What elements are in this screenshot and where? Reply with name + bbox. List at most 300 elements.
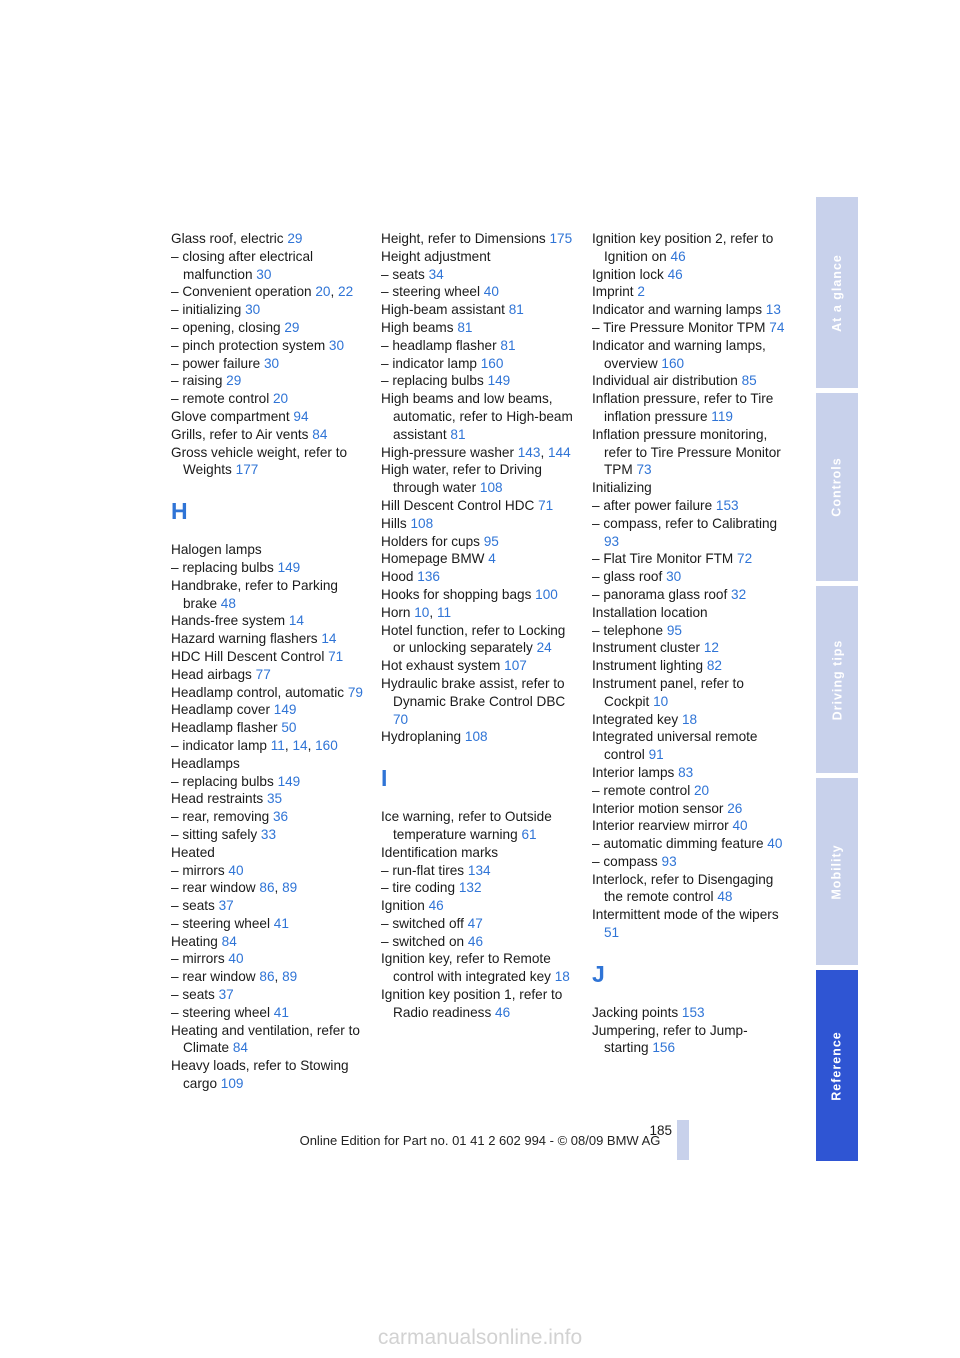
index-entry-text: Hooks for shopping bags: [381, 586, 536, 602]
page-reference-link[interactable]: 149: [487, 373, 511, 389]
page-reference-link[interactable]: 40: [732, 818, 748, 834]
index-entry-text: Homepage BMW: [381, 551, 489, 567]
index-entry-text: Headlamp cover: [171, 702, 274, 718]
index-column-2: [381, 230, 581, 1022]
page-reference-link[interactable]: 18: [681, 711, 698, 727]
index-entry-text: HDC Hill Descent Control: [171, 648, 329, 664]
index-entry-text: Headlamp control, automatic: [171, 684, 348, 700]
page-reference-link[interactable]: 30: [245, 302, 261, 318]
index-entry: [171, 1022, 371, 1058]
index-entry: [381, 319, 581, 337]
page-reference-link[interactable]: 37: [218, 898, 234, 914]
index-entry-text: – telephone: [592, 622, 667, 638]
index-entry-text: – glass roof: [592, 569, 667, 585]
page-reference-link[interactable]: 95: [666, 622, 682, 638]
index-entry: [592, 853, 792, 871]
index-entry: [171, 577, 371, 613]
index-entry-text: – raising: [171, 373, 227, 389]
page-reference-link[interactable]: 86: [259, 880, 275, 896]
index-entry: [592, 1004, 792, 1022]
index-entry: [171, 1057, 371, 1093]
index-entry-text: Interior lamps: [592, 764, 679, 780]
page-reference-link[interactable]: 30: [666, 569, 682, 585]
page-reference-link[interactable]: 50: [281, 720, 297, 736]
page-reference-link[interactable]: 89: [282, 969, 298, 985]
index-column-3: [592, 230, 792, 1057]
page-reference-link[interactable]: 71: [538, 497, 554, 513]
page-reference-link[interactable]: 48: [717, 889, 733, 905]
index-entry: [381, 897, 581, 915]
index-entry-text: Indicator and warning lamps, overview: [592, 337, 766, 371]
page-reference-link[interactable]: 175: [549, 231, 573, 246]
index-entry: [381, 657, 581, 675]
index-entry-text: – indicator lamp: [171, 737, 271, 753]
page-reference-link[interactable]: 160: [480, 355, 504, 371]
index-entry: [381, 337, 581, 355]
page-reference-link[interactable]: 18: [554, 969, 570, 985]
index-entry: [592, 497, 792, 515]
page-reference-link[interactable]: 11: [270, 737, 285, 753]
index-entry: [592, 550, 792, 568]
page-reference-link[interactable]: 36: [273, 809, 289, 825]
page-reference-link[interactable]: 29: [284, 319, 300, 335]
page-reference-link[interactable]: 40: [228, 862, 244, 878]
index-entry: [381, 461, 581, 497]
page-reference-link[interactable]: 136: [417, 569, 440, 585]
index-entry: [592, 782, 792, 800]
index-entry: [381, 497, 581, 515]
index-entry-text: Ice warning, refer to Outside temperature warning: [381, 809, 552, 842]
page-reference-link[interactable]: 41: [273, 1004, 289, 1020]
index-entry: [171, 808, 371, 826]
index-entry: [592, 479, 792, 497]
page-reference-link[interactable]: 34: [428, 266, 444, 282]
index-entry: [592, 675, 792, 711]
index-entry-text: Ignition key position 2, refer to Ignition on: [592, 231, 774, 264]
page-reference-link[interactable]: 77: [255, 666, 271, 682]
index-entry-text: Identification marks: [381, 844, 499, 860]
page-reference-link[interactable]: 10: [653, 693, 669, 709]
page-reference-link[interactable]: 160: [661, 355, 685, 371]
page-reference-link[interactable]: 177: [235, 462, 259, 478]
index-entry: [171, 372, 371, 390]
index-entry: – rear window 86, 89: [171, 969, 298, 985]
index-entry: [381, 915, 581, 933]
page-reference-link[interactable]: 12: [703, 640, 719, 656]
index-entry-text: – steering wheel: [381, 284, 484, 300]
index-entry: [171, 933, 371, 951]
index-entry: [171, 301, 371, 319]
index-entry: [171, 773, 371, 791]
index-letter-heading: J: [592, 960, 605, 987]
index-entry: [171, 719, 371, 737]
page-reference-link[interactable]: 48: [220, 595, 236, 611]
index-entry-text: Gross vehicle weight, refer to Weights: [171, 444, 348, 478]
index-entry-text: Heated: [171, 844, 215, 860]
index-entry-text: Ignition: [381, 898, 429, 914]
index-entry: [171, 541, 371, 559]
page-reference-link[interactable]: 2: [637, 284, 645, 300]
index-entry: [381, 879, 581, 897]
page-reference-link[interactable]: 40: [483, 284, 499, 300]
page-reference-link[interactable]: 84: [221, 933, 237, 949]
page-reference-link[interactable]: 10: [414, 604, 430, 620]
index-entry: [171, 701, 371, 719]
index-entry-text: – seats: [381, 266, 429, 282]
index-entry: [171, 648, 371, 666]
index-entry-text: – sitting safely: [171, 826, 261, 842]
index-entry: [381, 844, 581, 862]
page-reference-link[interactable]: 51: [604, 925, 620, 941]
index-entry-text: – compass: [592, 853, 662, 869]
index-entry: [171, 390, 371, 408]
index-entry-text: Intermittent mode of the wipers: [592, 907, 779, 923]
index-entry-text: Hills: [381, 515, 411, 531]
page-reference-link[interactable]: 29: [226, 373, 242, 389]
page-reference-link[interactable]: 153: [681, 1004, 705, 1020]
page-reference-link[interactable]: 61: [521, 826, 537, 842]
page-reference-link[interactable]: 41: [273, 915, 289, 931]
page-reference-link[interactable]: 108: [464, 729, 488, 745]
page-reference-link[interactable]: 29: [287, 231, 303, 246]
page-reference-link[interactable]: 134: [467, 862, 491, 878]
index-entry: [592, 817, 792, 835]
index-entry: [381, 355, 581, 373]
page-reference-link[interactable]: 46: [428, 898, 444, 914]
index-entry-text: Halogen lamps: [171, 542, 262, 558]
page-reference-link[interactable]: 46: [467, 933, 484, 949]
page-reference-link[interactable]: 81: [508, 302, 524, 318]
index-entry-text: – rear window: [171, 969, 260, 985]
index-entry: [171, 248, 371, 284]
page-reference-link[interactable]: 81: [457, 319, 473, 335]
index-letter-heading: I: [381, 765, 388, 792]
page-reference-link[interactable]: 24: [536, 640, 552, 656]
page-reference-link[interactable]: 32: [731, 586, 747, 602]
index-entry-text: Glass roof, electric: [171, 231, 288, 246]
page-reference-link[interactable]: 73: [636, 462, 652, 478]
page-reference-link[interactable]: 93: [661, 853, 677, 869]
index-entry-text: – mirrors: [171, 951, 229, 967]
index-entry: [592, 1022, 792, 1058]
index-entry-text: Grills, refer to Air vents: [171, 426, 313, 442]
page-reference-link[interactable]: 46: [495, 1004, 511, 1020]
index-entry: [592, 266, 792, 284]
index-entry-text: Hot exhaust system: [381, 658, 505, 674]
page-reference-link[interactable]: 149: [277, 559, 301, 575]
index-entry-text: Installation location: [592, 604, 708, 620]
page-reference-link[interactable]: 89: [282, 880, 298, 896]
index-entry-text: – remote control: [171, 391, 273, 407]
page-reference-link[interactable]: 143: [517, 444, 541, 460]
index-entry-text: Inflation pressure, refer to Tire inflation pressure: [592, 391, 774, 424]
index-entry-text: Interior rearview mirror: [592, 818, 733, 834]
index-entry-text: – after power failure: [592, 497, 716, 513]
index-entry: [381, 283, 581, 301]
index-entry-text: Ignition key position 1, refer to Radio readiness: [381, 987, 563, 1020]
index-entry-text: – switched on: [381, 933, 468, 949]
index-entry-text: – compass, refer to Calibrating: [592, 515, 778, 531]
page-reference-link[interactable]: 84: [232, 1040, 248, 1056]
index-entry: [171, 444, 371, 480]
index-entry: [171, 755, 371, 773]
index-entry: [171, 986, 371, 1004]
page-number: 185: [649, 1123, 672, 1138]
index-entry: [592, 657, 792, 675]
index-column-1: [171, 230, 371, 1093]
index-entry-text: Integrated key: [592, 711, 682, 727]
index-entry: [171, 630, 371, 648]
page-reference-link[interactable]: 100: [535, 586, 558, 602]
index-entry: [171, 559, 371, 577]
index-entry-text: – run-flat tires: [381, 862, 468, 878]
index-entry: [592, 568, 792, 586]
index-entry: [592, 728, 792, 764]
index-entry-text: – indicator lamp: [381, 355, 481, 371]
page-reference-link[interactable]: 119: [711, 408, 733, 424]
page-reference-link[interactable]: 84: [312, 426, 328, 442]
index-entry-text: – Tire Pressure Monitor TPM: [592, 319, 770, 335]
index-entry: [171, 915, 371, 933]
index-entry: [592, 604, 792, 622]
page-reference-link[interactable]: 30: [328, 337, 345, 353]
index-entry-text: Interior motion sensor: [592, 800, 728, 816]
page-reference-link[interactable]: 47: [467, 915, 483, 931]
index-entry: [381, 390, 581, 443]
index-entry-text: Ignition lock: [592, 266, 668, 282]
page-reference-link[interactable]: 86: [259, 969, 275, 985]
index-entry-text: – replacing bulbs: [381, 373, 488, 389]
page-reference-link[interactable]: 85: [741, 373, 757, 389]
index-entry-text: Imprint: [592, 284, 638, 300]
index-entry-text: Individual air distribution: [592, 373, 742, 389]
index-entry: [381, 986, 581, 1022]
index-entry: [592, 871, 792, 907]
page-reference-link[interactable]: 30: [263, 355, 280, 371]
index-entry: [592, 426, 792, 479]
index-entry: [592, 586, 792, 604]
index-entry: [381, 266, 581, 284]
index-entry: [171, 230, 371, 248]
page-reference-link[interactable]: 108: [410, 515, 434, 531]
index-entry: [592, 319, 792, 337]
index-entry: [381, 862, 581, 880]
index-entry: [381, 301, 581, 319]
page-reference-link[interactable]: 160: [315, 737, 338, 753]
index-entry-text: Hotel function, refer to Locking or unlocking separately: [381, 622, 566, 656]
index-entry-text: Height, refer to Dimensions: [381, 231, 550, 246]
index-entry-text: Glove compartment: [171, 408, 294, 424]
index-entry: [171, 862, 371, 880]
index-entry: [592, 711, 792, 729]
section-tab-label: Driving tips: [830, 639, 845, 720]
index-entry-text: Hazard warning flashers: [171, 631, 322, 647]
page-reference-link[interactable]: 93: [604, 533, 620, 549]
index-entry: [592, 301, 792, 319]
index-entry: [592, 337, 792, 373]
index-entry-text: – headlamp flasher: [381, 337, 501, 353]
index-entry-text: – rear, removing: [171, 809, 273, 825]
page-reference-link[interactable]: 40: [228, 951, 244, 967]
page-reference-link[interactable]: 109: [220, 1076, 244, 1092]
index-letter-heading: H: [171, 498, 188, 525]
page-reference-link[interactable]: 20: [694, 782, 710, 798]
page-reference-link[interactable]: 149: [273, 702, 297, 718]
section-tab-driving-tips[interactable]: [816, 586, 858, 773]
index-entry: [171, 897, 371, 915]
index-entry-text: – Convenient operation: [171, 284, 316, 300]
index-entry: [592, 639, 792, 657]
index-entry: [592, 372, 792, 390]
index-entry: [592, 622, 792, 640]
page-reference-link[interactable]: 4: [488, 551, 496, 567]
index-entry: High-pressure washer 143, 144: [381, 444, 571, 460]
page-reference-link[interactable]: 26: [727, 800, 743, 816]
index-entry-text: Heavy loads, refer to Stowing cargo: [171, 1058, 349, 1092]
index-entry-text: Hood: [381, 569, 418, 585]
page-reference-link[interactable]: 107: [504, 658, 527, 674]
index-entry-text: Heating: [171, 933, 222, 949]
page-reference-link[interactable]: 82: [706, 658, 722, 674]
page-reference-link[interactable]: 14: [321, 631, 337, 647]
page-reference-link[interactable]: 46: [667, 266, 683, 282]
index-entry: [592, 390, 792, 426]
index-entry-text: Hands-free system: [171, 613, 289, 629]
index-entry-text: – tire coding: [381, 880, 459, 896]
page-reference-link[interactable]: 46: [670, 248, 686, 264]
index-entry-text: – replacing bulbs: [171, 773, 278, 789]
index-entry-text: Integrated universal remote control: [592, 729, 758, 763]
section-tab-at-a-glance[interactable]: [816, 197, 858, 388]
index-entry: [381, 568, 581, 586]
index-entry: [171, 612, 371, 630]
index-entry: [171, 684, 371, 702]
page-reference-link[interactable]: 72: [737, 551, 753, 567]
index-entry: [381, 586, 581, 604]
page-reference-link[interactable]: 83: [678, 764, 694, 780]
page-reference-link[interactable]: 153: [715, 497, 739, 513]
page-reference-link[interactable]: 33: [260, 826, 277, 842]
page-reference-link[interactable]: 91: [648, 747, 664, 763]
page-reference-link[interactable]: 22: [338, 284, 354, 300]
index-entry-text: Head airbags: [171, 666, 256, 682]
section-tab-label: At a glance: [830, 253, 844, 332]
index-entry-text: Heating and ventilation, refer to Climate: [171, 1022, 360, 1056]
index-entry: – rear window 86, 89: [171, 880, 298, 896]
index-entry: [381, 248, 581, 266]
index-entry-text: – switched off: [381, 915, 468, 931]
index-entry-text: Hydroplaning: [381, 729, 465, 745]
page-reference-link[interactable]: 11: [436, 604, 452, 620]
section-tab-label: Controls: [830, 457, 845, 517]
page-reference-link[interactable]: 149: [277, 773, 301, 789]
index-entry: – Convenient operation 20, 22: [171, 284, 354, 300]
page-reference-link[interactable]: 156: [652, 1040, 676, 1056]
index-entry: [171, 950, 371, 968]
page-reference-link[interactable]: 94: [293, 408, 309, 424]
index-entry-text: – automatic dimming feature: [592, 836, 768, 852]
page-reference-link[interactable]: 108: [479, 480, 503, 496]
index-entry: [171, 844, 371, 862]
watermark: carmanualsonline.info: [377, 1326, 583, 1349]
index-entry: [171, 666, 371, 684]
page-reference-link[interactable]: 79: [347, 684, 363, 700]
page-reference-link[interactable]: 13: [765, 302, 781, 318]
index-entry: [592, 835, 792, 853]
index-entry-text: Height adjustment: [381, 248, 491, 264]
index-entry-text: – Flat Tire Monitor FTM: [592, 551, 738, 567]
page-reference-link[interactable]: 144: [548, 444, 571, 460]
index-entry: [171, 319, 371, 337]
section-tab-mobility[interactable]: [816, 778, 858, 965]
section-tab-controls[interactable]: [816, 393, 858, 581]
index-entry-text: Jacking points: [592, 1004, 682, 1020]
index-entry-text: High beams and low beams, automatic, refer to High-beam assistant: [381, 391, 573, 442]
index-entry-text: Instrument cluster: [592, 640, 704, 656]
page-reference-link[interactable]: 40: [767, 836, 783, 852]
page-reference-link[interactable]: 20: [273, 391, 289, 407]
page-reference-link[interactable]: 14: [292, 737, 308, 753]
index-entry: [171, 337, 371, 355]
index-entry-text: Head restraints: [171, 791, 267, 807]
index-entry-text: Hill Descent Control HDC: [381, 497, 539, 513]
index-entry-text: Indicator and warning lamps: [592, 302, 766, 318]
index-entry: – indicator lamp 11, 14, 160: [171, 737, 338, 753]
index-entry: [381, 933, 581, 951]
index-entry-text: Headlamps: [171, 755, 240, 771]
index-entry: [381, 230, 581, 248]
index-entry: [592, 230, 792, 266]
index-entry-text: Holders for cups: [381, 533, 484, 549]
page-reference-link[interactable]: 81: [500, 337, 516, 353]
index-entry-text: – seats: [171, 898, 219, 914]
page-reference-link[interactable]: 71: [328, 648, 344, 664]
index-entry-text: Instrument lighting: [592, 658, 707, 674]
page-reference-link[interactable]: 81: [450, 426, 466, 442]
page-reference-link[interactable]: 37: [218, 987, 234, 1003]
index-entry-text: – replacing bulbs: [171, 559, 278, 575]
index-entry-text: – mirrors: [171, 862, 229, 878]
section-tab-label: Mobility: [830, 843, 844, 900]
page-reference-link[interactable]: 20: [315, 284, 331, 300]
index-entry-text: – initializing: [171, 302, 246, 318]
online-edition-note: Online Edition for Part no. 01 41 2 602 994 - © 08/09 BMW AG: [299, 1133, 661, 1148]
index-entry-text: – power failure: [171, 355, 264, 371]
index-entry: [171, 1004, 371, 1022]
index-entry-text: High beams: [381, 319, 458, 335]
index-entry: [592, 906, 792, 942]
index-entry-text: Inflation pressure monitoring, refer to Tire Pressure Monitor TPM: [592, 426, 781, 478]
page-reference-link[interactable]: 30: [256, 266, 272, 282]
index-entry: [592, 764, 792, 782]
page-reference-link[interactable]: 95: [483, 533, 499, 549]
index-entry-text: High-beam assistant: [381, 302, 509, 318]
index-entry: [381, 372, 581, 390]
page-reference-link[interactable]: 35: [266, 791, 283, 807]
page-reference-link[interactable]: 70: [393, 711, 409, 727]
index-entry-text: Headlamp flasher: [171, 720, 282, 736]
page-reference-link[interactable]: 74: [769, 319, 785, 335]
page-reference-link[interactable]: 132: [458, 880, 482, 896]
index-entry-text: – rear window: [171, 880, 260, 896]
section-tabs: [816, 197, 858, 1161]
index-entry: [171, 426, 371, 444]
index-entry: [381, 728, 581, 746]
page-reference-link[interactable]: 14: [288, 613, 304, 629]
index-entry-text: – closing after electrical malfunction: [171, 248, 314, 282]
index-entry: [381, 622, 581, 658]
index-entry-text: Ignition key, refer to Remote control with integrated key: [381, 951, 555, 985]
